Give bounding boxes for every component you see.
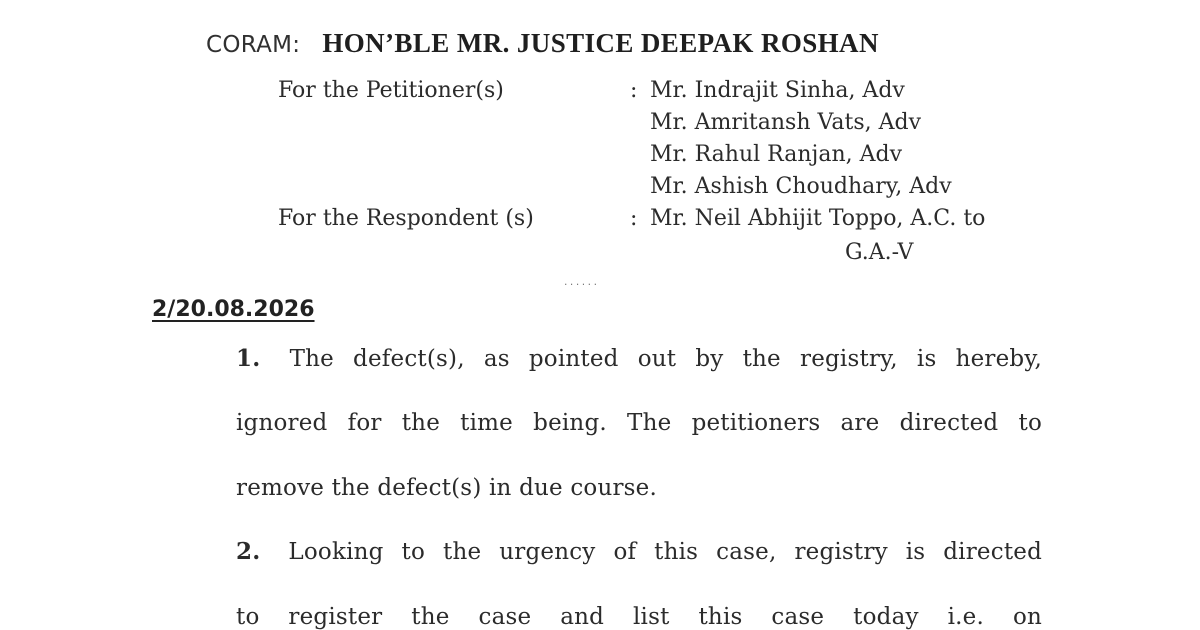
- order-date: 2/20.08.2026: [152, 297, 315, 322]
- paragraph-2-text-2: to register the case and list this case today i.e. on: [236, 604, 1042, 630]
- petitioner-label: For the Petitioner(s): [278, 78, 504, 103]
- separator-dots: ......: [563, 278, 599, 288]
- petitioner-counsel-3: Mr. Rahul Ranjan, Adv: [650, 142, 903, 167]
- paragraph-2-number: 2.: [236, 538, 261, 565]
- petitioner-counsel-1: Mr. Indrajit Sinha, Adv: [650, 78, 905, 103]
- coram-line: [206, 26, 879, 62]
- paragraph-1-line-2: [236, 406, 1042, 440]
- paragraph-2-line-1: [236, 535, 1042, 569]
- paragraph-1-line-1: [236, 342, 1042, 376]
- respondent-colon: :: [630, 206, 638, 231]
- paragraph-1-text-1: The defect(s), as pointed out by the registry, is hereby,: [289, 346, 1042, 372]
- paragraph-2-line-2: [236, 600, 1042, 630]
- petitioner-counsel-2: Mr. Amritansh Vats, Adv: [650, 110, 921, 135]
- respondent-counsel-line-2: G.A.-V: [845, 240, 914, 265]
- petitioner-colon: :: [630, 78, 638, 103]
- paragraph-1-line-3: [236, 471, 1042, 505]
- petitioner-counsel-4: Mr. Ashish Choudhary, Adv: [650, 174, 952, 199]
- paragraph-2-text-1: Looking to the urgency of this case, registry is directed: [288, 539, 1042, 565]
- paragraph-1-number: 1.: [236, 345, 261, 372]
- respondent-counsel-line-1: Mr. Neil Abhijit Toppo, A.C. to: [650, 206, 986, 231]
- judge-name: HON’BLE MR. JUSTICE DEEPAK ROSHAN: [322, 28, 879, 58]
- paragraph-1-text-2: ignored for the time being. The petitioners are directed to: [236, 410, 1042, 436]
- coram-label: CORAM:: [206, 32, 301, 58]
- paragraph-1-text-3: remove the defect(s) in due course.: [236, 475, 657, 501]
- respondent-label: For the Respondent (s): [278, 206, 534, 231]
